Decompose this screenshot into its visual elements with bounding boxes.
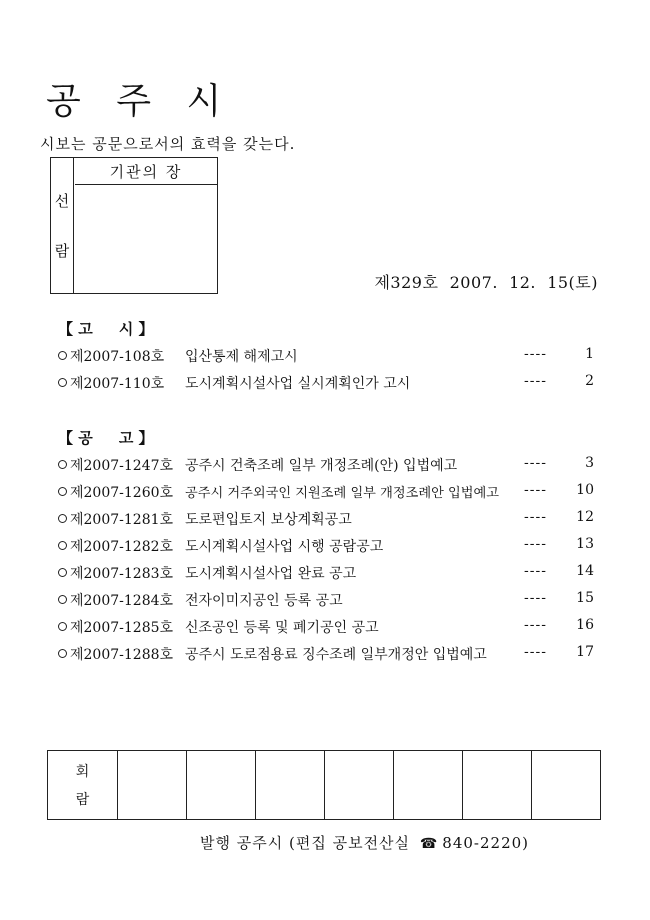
toc-title: 전자이미지공인 등록 공고 bbox=[185, 593, 343, 609]
publisher-line bbox=[200, 832, 529, 853]
toc-number: 제2007-1283호 bbox=[58, 563, 173, 583]
toc-title: 신조공인 등록 및 폐기공인 공고 bbox=[185, 620, 379, 636]
toc-leader: ---- bbox=[524, 455, 547, 471]
issue-number: 제329호 bbox=[374, 273, 439, 292]
toc-page: 3 bbox=[585, 455, 594, 471]
toc-number: 제2007-110호 bbox=[58, 373, 164, 393]
toc-leader: ---- bbox=[524, 590, 547, 606]
toc-leader: ---- bbox=[524, 373, 547, 389]
bullet-circle-icon bbox=[58, 595, 67, 604]
announcements-heading: 【 공 고 】 bbox=[58, 429, 154, 447]
toc-title: 도로편입토지 보상계획공고 bbox=[185, 512, 352, 528]
toc-page: 10 bbox=[576, 482, 594, 498]
toc-number: 제2007-1281호 bbox=[58, 509, 173, 529]
toc-number: 제2007-1260호 bbox=[58, 482, 173, 502]
toc-row[interactable] bbox=[58, 482, 594, 504]
notices-heading: 【 고 시 】 bbox=[58, 320, 154, 338]
toc-row[interactable] bbox=[58, 644, 594, 666]
toc-page: 17 bbox=[576, 644, 594, 660]
toc-page: 12 bbox=[576, 509, 594, 525]
toc-page: 2 bbox=[585, 373, 594, 389]
toc-title: 도시계획시설사업 시행 공람공고 bbox=[185, 539, 384, 555]
phone-number: 840-2220) bbox=[442, 834, 530, 852]
toc-leader: ---- bbox=[524, 482, 547, 498]
toc-title: 도시계획시설사업 완료 공고 bbox=[185, 566, 357, 582]
toc-page: 1 bbox=[585, 346, 594, 362]
publisher-text: 발행 공주시 (편집 공보전산실 bbox=[200, 834, 411, 852]
review-side-char-2: 람 bbox=[54, 241, 70, 260]
toc-leader: ---- bbox=[524, 509, 547, 525]
toc-title: 입산통제 해제고시 bbox=[185, 349, 298, 365]
circulation-label-char-2: 람 bbox=[75, 792, 90, 808]
circulation-cell bbox=[325, 751, 394, 819]
toc-leader: ---- bbox=[524, 536, 547, 552]
bullet-circle-icon bbox=[58, 568, 67, 577]
bullet-circle-icon bbox=[58, 460, 67, 469]
circulation-cell bbox=[463, 751, 532, 819]
toc-number: 제2007-1282호 bbox=[58, 536, 173, 556]
issue-line bbox=[374, 270, 598, 293]
bullet-circle-icon bbox=[58, 649, 67, 658]
toc-row[interactable] bbox=[58, 536, 594, 558]
toc-title: 공주시 도로점용료 징수조례 일부개정안 입법예고 bbox=[185, 647, 487, 663]
toc-title: 공주시 거주외국인 지원조례 일부 개정조례안 입법예고 bbox=[185, 486, 499, 501]
toc-page: 15 bbox=[576, 590, 594, 606]
circulation-cell bbox=[187, 751, 256, 819]
review-box bbox=[50, 157, 218, 294]
circulation-cell bbox=[118, 751, 187, 819]
toc-row[interactable] bbox=[58, 373, 594, 395]
review-box-header: 기관의 장 bbox=[75, 158, 217, 185]
circulation-cell bbox=[394, 751, 463, 819]
circulation-cell bbox=[256, 751, 325, 819]
toc-leader: ---- bbox=[524, 617, 547, 633]
masthead-subtitle: 시보는 공문으로서의 효력을 갖는다. bbox=[40, 135, 296, 153]
circulation-table bbox=[47, 750, 601, 820]
toc-page: 14 bbox=[576, 563, 594, 579]
toc-number: 제2007-1284호 bbox=[58, 590, 173, 610]
toc-leader: ---- bbox=[524, 346, 547, 362]
toc-page: 16 bbox=[576, 617, 594, 633]
bullet-circle-icon bbox=[58, 541, 67, 550]
toc-row[interactable] bbox=[58, 563, 594, 585]
review-box-side bbox=[51, 158, 74, 293]
bullet-circle-icon bbox=[58, 351, 67, 360]
toc-number: 제2007-1288호 bbox=[58, 644, 173, 664]
toc-row[interactable] bbox=[58, 455, 594, 477]
bullet-circle-icon bbox=[58, 514, 67, 523]
toc-title: 공주시 건축조례 일부 개정조례(안) 입법예고 bbox=[185, 458, 458, 474]
circulation-cell bbox=[532, 751, 600, 819]
circulation-label-char-1: 회 bbox=[75, 764, 90, 780]
toc-title: 도시계획시설사업 실시계획인가 고시 bbox=[185, 376, 411, 392]
bullet-circle-icon bbox=[58, 622, 67, 631]
toc-row[interactable] bbox=[58, 617, 594, 639]
toc-leader: ---- bbox=[524, 563, 547, 579]
bullet-circle-icon bbox=[58, 487, 67, 496]
toc-row[interactable] bbox=[58, 509, 594, 531]
toc-row[interactable] bbox=[58, 590, 594, 612]
toc-number: 제2007-108호 bbox=[58, 346, 164, 366]
toc-number: 제2007-1285호 bbox=[58, 617, 173, 637]
bullet-circle-icon bbox=[58, 378, 67, 387]
circulation-label bbox=[48, 751, 118, 819]
toc-row[interactable] bbox=[58, 346, 594, 368]
toc-number: 제2007-1247호 bbox=[58, 455, 173, 475]
issue-date: 2007. 12. 15(토) bbox=[449, 273, 598, 292]
review-side-char-1: 선 bbox=[54, 192, 70, 211]
telephone-icon: ☎ bbox=[419, 836, 439, 852]
masthead-title: 공 주 시 bbox=[46, 81, 234, 122]
toc-leader: ---- bbox=[524, 644, 547, 660]
toc-page: 13 bbox=[576, 536, 594, 552]
